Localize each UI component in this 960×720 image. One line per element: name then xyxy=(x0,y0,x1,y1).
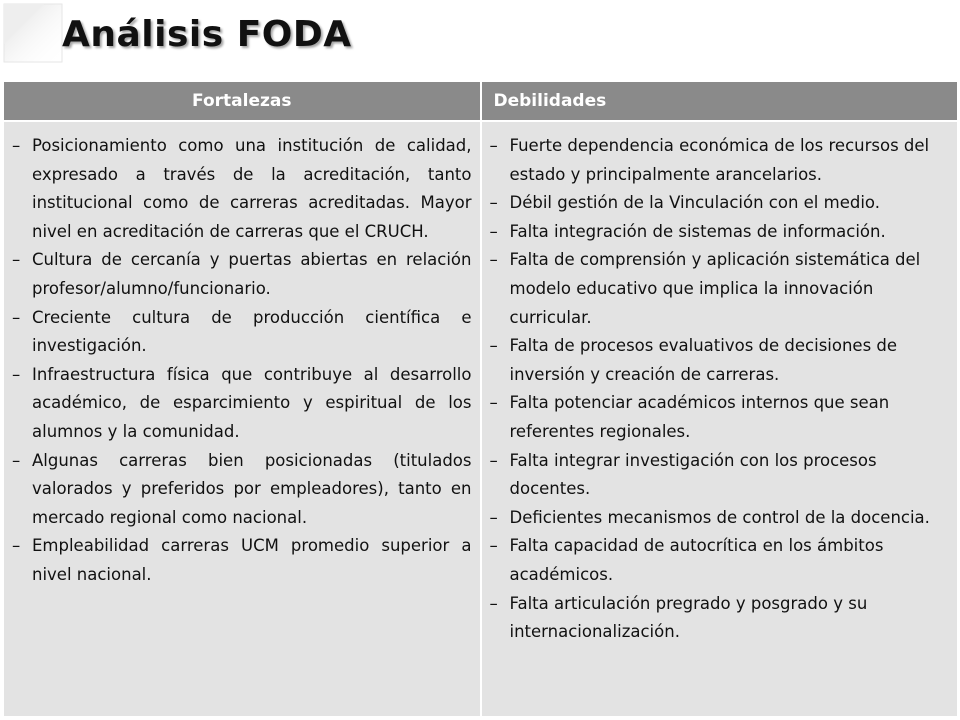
header-fortalezas: Fortalezas xyxy=(3,81,481,121)
list-item: – Débil gestión de la Vinculación con el medio. xyxy=(490,189,950,218)
debilidades-list xyxy=(490,132,950,647)
list-item: – Falta capacidad de autocrítica en los ámbitos académicos. xyxy=(490,532,950,589)
list-item: – Deficientes mecanismos de control de la docencia. xyxy=(490,504,950,533)
list-item: – Empleabilidad carreras UCM promedio superior a nivel nacional. xyxy=(12,532,472,589)
list-item: – Falta de procesos evaluativos de decisiones de inversión y creación de carreras. xyxy=(490,332,950,389)
page-title: Análisis FODA xyxy=(62,14,352,55)
list-item: – Falta de comprensión y aplicación sistemática del modelo educativo que implica la innovación curricular. xyxy=(490,246,950,332)
fortalezas-list xyxy=(12,132,472,590)
swot-table xyxy=(2,80,959,718)
list-item: – Fuerte dependencia económica de los recursos del estado y principalmente arancelarios. xyxy=(490,132,950,189)
list-item: – Algunas carreras bien posicionadas (titulados valorados y preferidos por empleadores), tanto en mercado regional como nacional. xyxy=(12,447,472,533)
corner-decoration xyxy=(0,0,70,70)
debilidades-cell xyxy=(481,121,959,717)
list-item: – Falta articulación pregrado y posgrado y su internacionalización. xyxy=(490,590,950,647)
list-item: – Infraestructura física que contribuye al desarrollo académico, de esparcimiento y espiritual de los alumnos y la comunidad. xyxy=(12,361,472,447)
fortalezas-cell xyxy=(3,121,481,717)
table-row xyxy=(3,121,958,717)
list-item: – Posicionamiento como una institución de calidad, expresado a través de la acreditación, tanto institucional como de carreras acreditadas. Mayor nivel en acreditación de carreras que el CRUCH. xyxy=(12,132,472,246)
list-item: – Cultura de cercanía y puertas abiertas en relación profesor/alumno/funcionario. xyxy=(12,246,472,303)
list-item: – Falta integración de sistemas de información. xyxy=(490,218,950,247)
list-item: – Creciente cultura de producción científica e investigación. xyxy=(12,304,472,361)
list-item: – Falta potenciar académicos internos que sean referentes regionales. xyxy=(490,389,950,446)
table-header-row xyxy=(3,81,958,121)
header-debilidades: Debilidades xyxy=(481,81,959,121)
list-item: – Falta integrar investigación con los procesos docentes. xyxy=(490,447,950,504)
